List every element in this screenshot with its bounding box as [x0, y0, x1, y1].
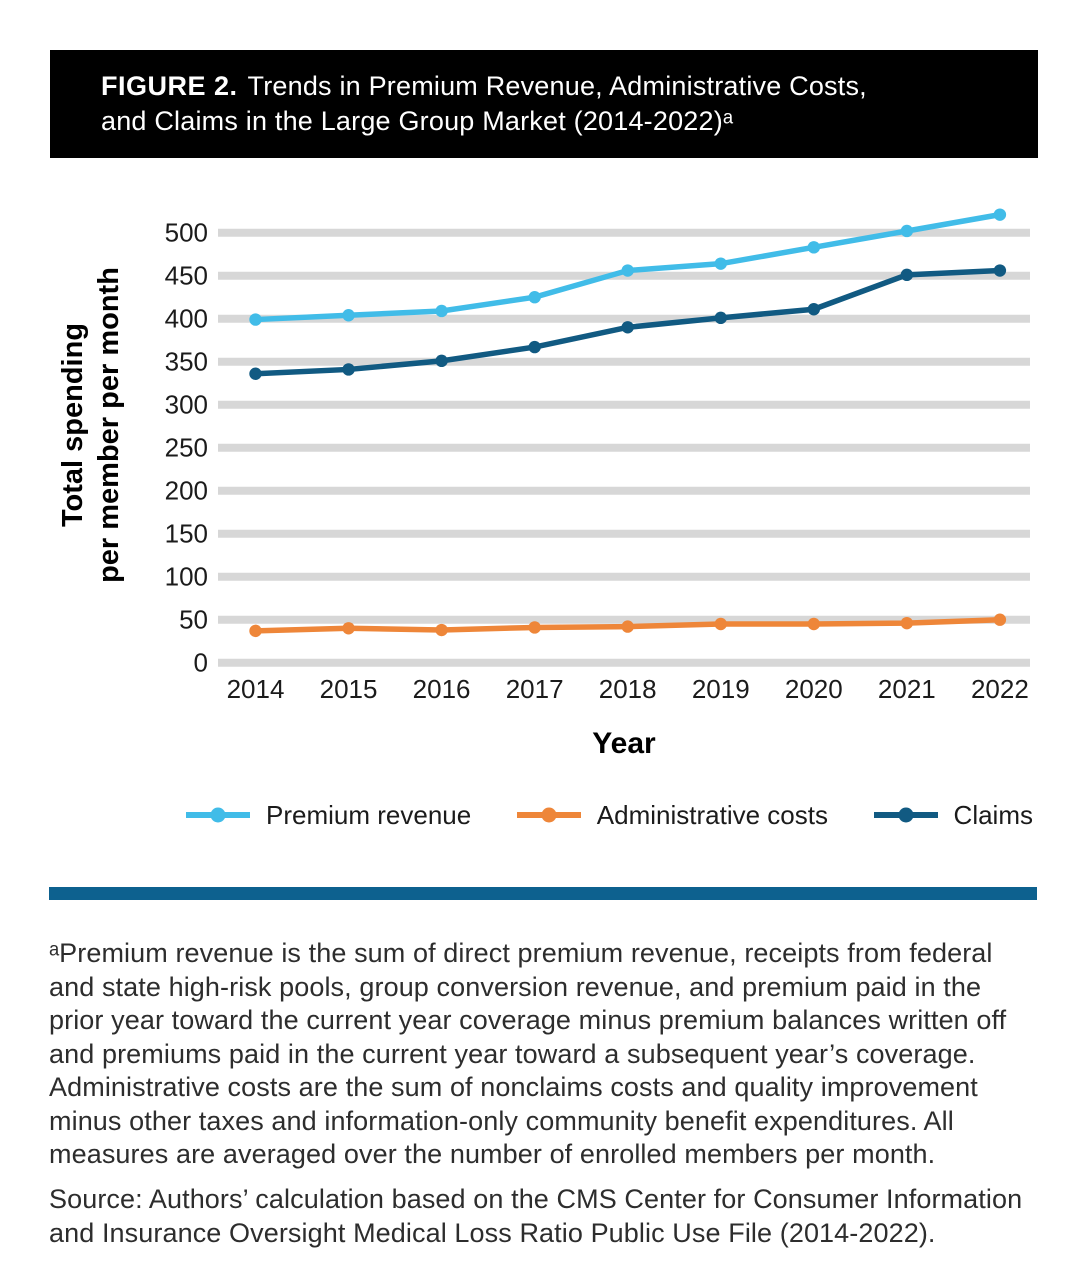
y-axis-title-line1: Total spending	[57, 322, 89, 528]
data-point-administrative-costs-2016	[435, 624, 447, 636]
data-point-claims-2014	[249, 368, 261, 380]
data-point-premium-revenue-2021	[901, 225, 913, 237]
legend-item-administrative-costs	[516, 800, 828, 831]
legend-label-premium-revenue: Premium revenue	[266, 799, 472, 830]
chart-legend	[185, 797, 1033, 833]
legend-marker-dot	[541, 808, 556, 823]
y-axis-title	[55, 267, 127, 583]
legend-label-administrative-costs: Administrative costs	[596, 799, 828, 830]
figure-title-line1	[101, 69, 1018, 104]
data-point-claims-2015	[342, 363, 354, 375]
data-point-claims-2019	[715, 312, 727, 324]
legend-item-claims	[873, 800, 1033, 831]
figure-source: Source: Authors’ calculation based on the CMS Center for Consumer Information and Insurance Oversight Medical Loss Ratio Public Use File (2014-2022).	[49, 1184, 1023, 1248]
x-tick-label-2019: 2019	[691, 674, 750, 704]
legend-marker-dot	[898, 808, 913, 823]
y-tick-label-50: 50	[179, 604, 208, 635]
y-tick-label-200: 200	[164, 475, 208, 506]
y-tick-label-400: 400	[164, 303, 208, 334]
y-tick-label-150: 150	[164, 518, 208, 549]
y-tick-label-500: 500	[164, 217, 208, 248]
data-point-administrative-costs-2018	[622, 620, 634, 632]
data-point-administrative-costs-2019	[715, 618, 727, 630]
x-tick-label-2020: 2020	[784, 674, 843, 704]
y-axis-title-line2: per member per month	[93, 267, 125, 583]
x-tick-label-2022: 2022	[970, 674, 1029, 704]
data-point-claims-2017	[528, 341, 540, 353]
data-point-administrative-costs-2017	[528, 621, 540, 633]
data-point-premium-revenue-2020	[808, 241, 820, 253]
data-point-premium-revenue-2016	[435, 305, 447, 317]
x-tick-label-2021: 2021	[877, 674, 936, 704]
data-point-premium-revenue-2019	[715, 257, 727, 269]
figure-title-text1: Trends in Premium Revenue, Administrative Costs,	[247, 71, 867, 101]
data-point-claims-2016	[435, 355, 447, 367]
data-point-premium-revenue-2014	[249, 313, 261, 325]
x-tick-label-2014: 2014	[226, 674, 285, 704]
data-point-administrative-costs-2015	[342, 622, 354, 634]
legend-marker-administrative-costs	[516, 804, 582, 826]
data-point-premium-revenue-2018	[622, 264, 634, 276]
data-point-administrative-costs-2022	[994, 614, 1006, 626]
x-tick-label-2015: 2015	[319, 674, 378, 704]
data-point-premium-revenue-2017	[528, 291, 540, 303]
figure-title-line2: and Claims in the Large Group Market (2014-2022)ᵃ	[101, 106, 734, 136]
y-tick-label-300: 300	[164, 389, 208, 420]
line-chart-plot	[130, 195, 1035, 715]
legend-item-premium-revenue	[185, 800, 471, 831]
divider-bar	[49, 887, 1037, 900]
figure-label: FIGURE 2.	[101, 71, 238, 101]
data-point-claims-2020	[808, 303, 820, 315]
legend-marker-claims	[873, 804, 939, 826]
data-point-claims-2021	[901, 269, 913, 281]
x-tick-label-2018: 2018	[598, 674, 657, 704]
figure-footnote: ᵃPremium revenue is the sum of direct premium revenue, receipts from federal and state high-risk pools, group conversion revenue, and premium paid in the prior year toward the current year coverage minus premium balances written off and premiums paid in the current year toward a subsequent year’s coverage. Administrative costs are the sum of nonclaims costs and quality improvement minus other taxes and information-only community benefit expenditures. All measures are averaged over the number of enrolled members per month.	[49, 938, 1007, 1169]
x-tick-label-2017: 2017	[505, 674, 564, 704]
data-point-premium-revenue-2022	[994, 208, 1006, 220]
data-point-claims-2018	[622, 321, 634, 333]
legend-marker-premium-revenue	[185, 804, 251, 826]
x-tick-label-2016: 2016	[412, 674, 471, 704]
x-axis-title: Year	[592, 727, 656, 760]
legend-label-claims: Claims	[953, 799, 1033, 830]
y-tick-label-250: 250	[164, 432, 208, 463]
figure-header	[50, 50, 1038, 158]
data-point-administrative-costs-2014	[249, 625, 261, 637]
data-point-administrative-costs-2021	[901, 617, 913, 629]
y-tick-label-450: 450	[164, 260, 208, 291]
data-point-premium-revenue-2015	[342, 309, 354, 321]
y-tick-label-0: 0	[193, 647, 208, 678]
data-point-claims-2022	[994, 264, 1006, 276]
data-point-administrative-costs-2020	[808, 618, 820, 630]
legend-marker-dot	[211, 808, 226, 823]
y-tick-label-350: 350	[164, 346, 208, 377]
y-tick-label-100: 100	[164, 561, 208, 592]
